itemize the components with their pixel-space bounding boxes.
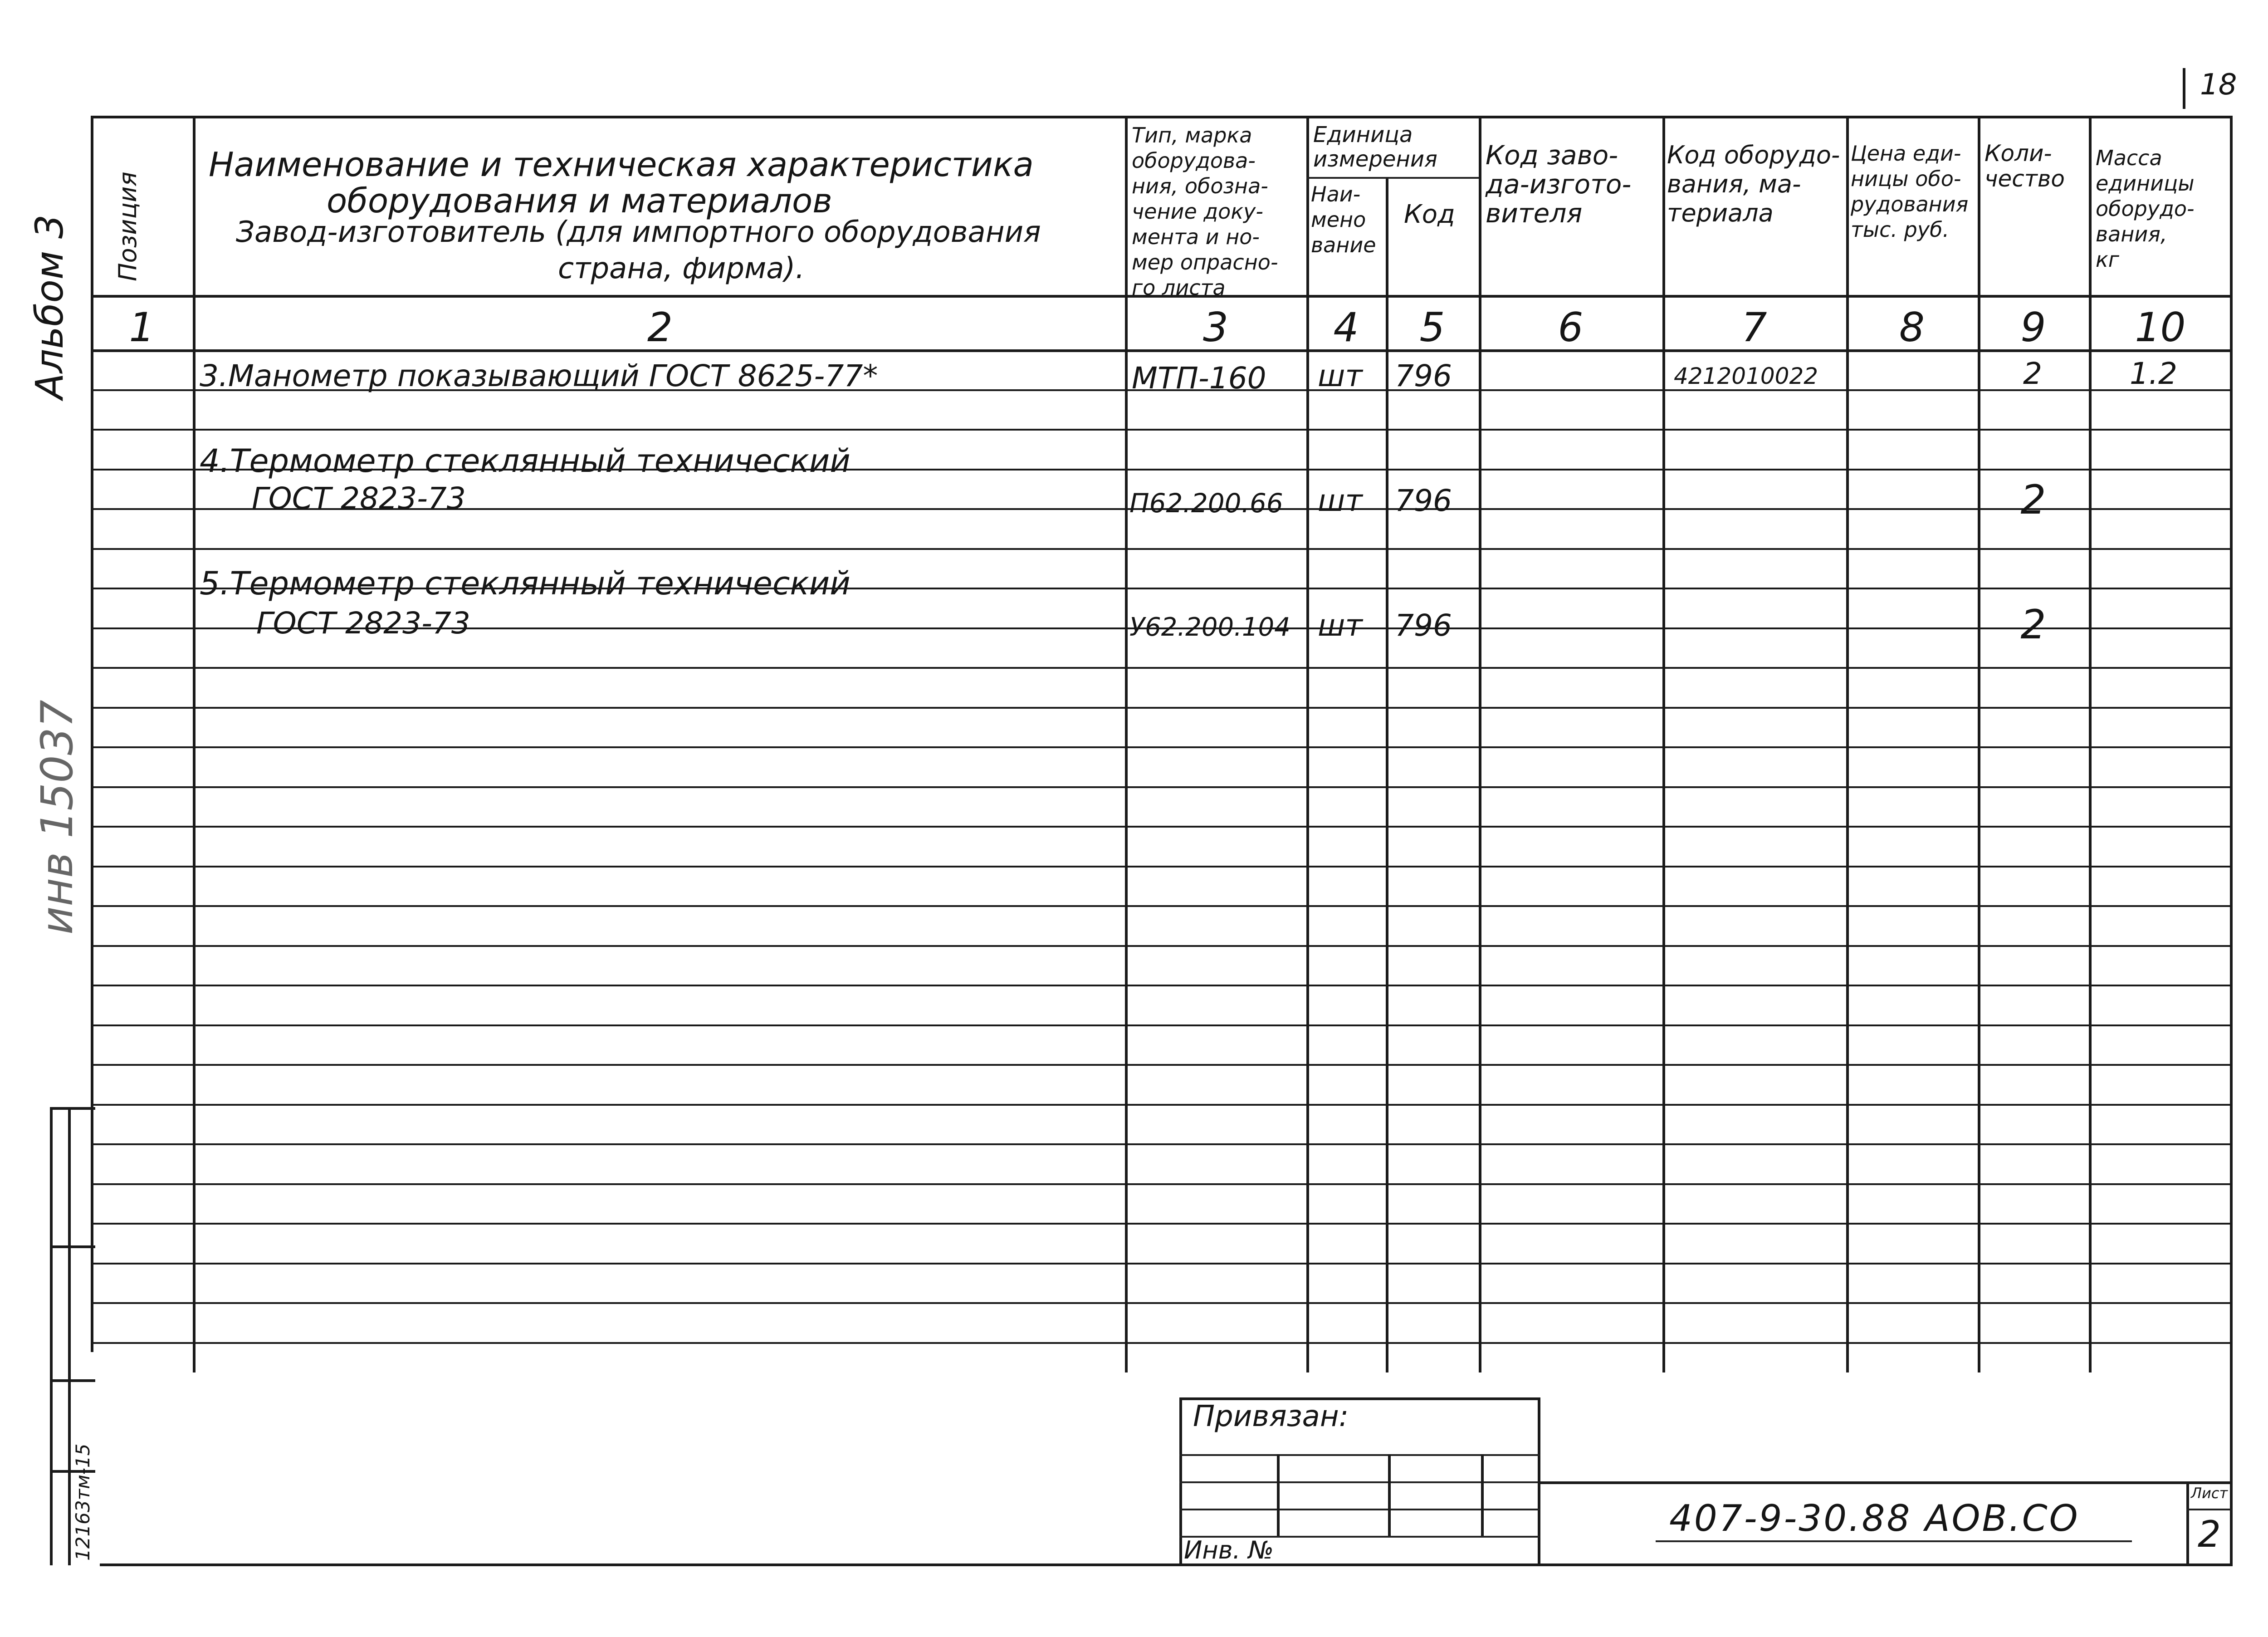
row-line-15 <box>91 945 2233 947</box>
stamp-code: 12163тм-15 <box>72 1443 94 1561</box>
stamp-strip-sep2 <box>50 1379 95 1382</box>
row-line-25 <box>91 1342 2233 1344</box>
header-name-line1: Наименование и техническая характеристика <box>209 145 1034 184</box>
privyazan-col3 <box>1481 1454 1484 1536</box>
row-line-21 <box>91 1183 2233 1185</box>
row1-code: 796 <box>1395 358 1452 393</box>
privyazan-line3 <box>1179 1509 1540 1510</box>
header-unit: Единица измерения <box>1313 122 1437 172</box>
colnum-10: 10 <box>2135 304 2186 351</box>
inv-no-label: Инв. № <box>1184 1536 1274 1564</box>
header-equipment-code: Код оборудо- вания, ма- териала <box>1667 141 1840 227</box>
row-line-8 <box>91 667 2233 669</box>
colnum-4: 4 <box>1333 304 1359 351</box>
row3-name: 5.Термометр стеклянный технический <box>200 565 850 602</box>
colnum-1: 1 <box>129 304 155 351</box>
header-price: Цена еди- ницы обо- рудования тыс. руб. <box>1851 141 1969 242</box>
stamp-strip-left <box>50 1107 53 1565</box>
header-type: Тип, марка оборудова- ния, обозна- чение доку- мента и но- мер опрасно- го листа <box>1132 123 1278 300</box>
document-code: 407-9-30.88 АОВ.СО <box>1669 1497 2080 1539</box>
row-line-19 <box>91 1104 2233 1106</box>
frame-top <box>91 116 2233 118</box>
corner-tick <box>2183 68 2185 109</box>
sheet-number: 2 <box>2198 1513 2221 1555</box>
frame-bottom <box>100 1563 2233 1566</box>
row1-mass: 1.2 <box>2130 356 2177 391</box>
sheet-box-divider <box>2186 1509 2232 1510</box>
row3-code: 796 <box>1395 608 1452 643</box>
row2-code: 796 <box>1395 483 1452 518</box>
row2-type: П62.200.66 <box>1129 488 1283 519</box>
privyazan-line2 <box>1179 1481 1540 1483</box>
header-unit-name: Наи- мено вание <box>1311 182 1376 257</box>
colnum-9: 9 <box>2020 304 2046 351</box>
row-line-20 <box>91 1143 2233 1145</box>
sheet-label: Лист <box>2191 1485 2228 1502</box>
title-block-top <box>1538 1481 2232 1484</box>
row1-unit: шт <box>1318 358 1363 393</box>
privyazan-line1 <box>1179 1454 1540 1456</box>
row3-qty: 2 <box>2020 601 2046 648</box>
colnum-8: 8 <box>1899 304 1925 351</box>
colnum-3: 3 <box>1203 304 1228 351</box>
row-line-23 <box>91 1263 2233 1265</box>
row1-equip-code: 4212010022 <box>1674 363 1818 389</box>
colnum-2: 2 <box>647 304 673 351</box>
header-unit-code: Код <box>1404 200 1455 229</box>
privyazan-label: Привязан: <box>1193 1400 1349 1433</box>
sheet-corner-number: 18 <box>2200 68 2237 102</box>
album-label: Альбом 3 <box>27 214 72 399</box>
stamp-strip-top <box>50 1107 95 1110</box>
row1-name: 3.Манометр показывающий ГОСТ 8625-77* <box>200 358 878 393</box>
privyazan-col1 <box>1277 1454 1280 1536</box>
sheet-box-left <box>2186 1481 2189 1565</box>
stamp-strip-mid <box>68 1107 71 1565</box>
row2-name-gost: ГОСТ 2823-73 <box>252 481 466 516</box>
stamp-strip-sep1 <box>50 1245 95 1248</box>
row-line-9 <box>91 707 2233 709</box>
header-name-line2: оборудования и материалов <box>327 181 832 221</box>
row2-name: 4.Термометр стеклянный технический <box>200 442 850 480</box>
doc-code-underline <box>1656 1540 2132 1542</box>
row2-unit: шт <box>1318 483 1363 518</box>
row1-qty: 2 <box>2023 356 2042 391</box>
row-line-13 <box>91 866 2233 868</box>
header-factory-code: Код заво- да-изгото- вителя <box>1486 140 1632 229</box>
frame-left <box>91 116 93 1352</box>
row-line-24 <box>91 1302 2233 1304</box>
row2-qty: 2 <box>2020 476 2046 523</box>
header-name-line4: страна, фирма). <box>558 252 805 285</box>
header-position: Позиция <box>113 172 142 281</box>
colnum-7: 7 <box>1741 304 1767 351</box>
header-name-line3: Завод-изготовитель (для импортного оборудования <box>236 216 1041 249</box>
row-line-22 <box>91 1223 2233 1225</box>
row-line-14 <box>91 905 2233 907</box>
row-line-5 <box>91 548 2233 550</box>
row-line-17 <box>91 1024 2233 1026</box>
row-line-2 <box>91 429 2233 431</box>
row-line-12 <box>91 826 2233 828</box>
header-mass: Масса единицы оборудо- вания, кг <box>2096 146 2195 272</box>
row-line-18 <box>91 1064 2233 1066</box>
colnum-6: 6 <box>1558 304 1584 351</box>
header-quantity: Коли- чество <box>1984 140 2065 192</box>
row-line-10 <box>91 746 2233 748</box>
row3-type: У62.200.104 <box>1129 613 1290 642</box>
privyazan-col2 <box>1388 1454 1391 1536</box>
inventory-label: инв 15037 <box>32 700 83 935</box>
colnum-5: 5 <box>1419 304 1445 351</box>
row3-unit: шт <box>1318 608 1363 643</box>
row1-type: МТП-160 <box>1132 361 1266 396</box>
unit-subheader-line <box>1306 177 1479 179</box>
row-line-11 <box>91 786 2233 788</box>
col-line-4 <box>1386 177 1388 1372</box>
row3-name-gost: ГОСТ 2823-73 <box>256 606 470 641</box>
row-line-16 <box>91 985 2233 986</box>
